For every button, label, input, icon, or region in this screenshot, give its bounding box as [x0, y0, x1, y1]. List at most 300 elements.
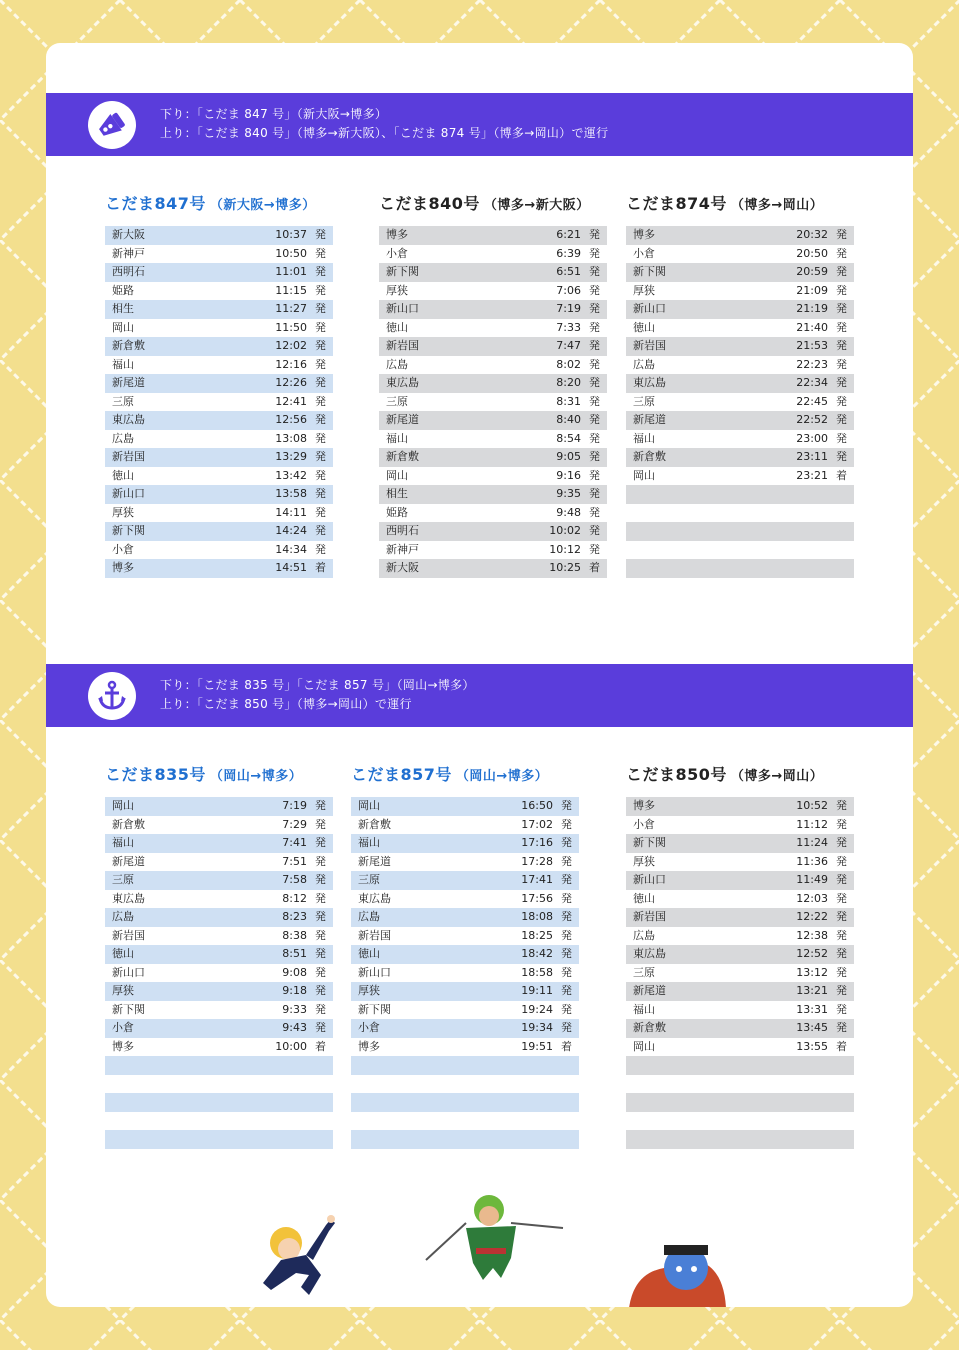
departure-arrival-mark: 発 [315, 891, 326, 905]
timetable-route: （新大阪→博多） [209, 198, 316, 213]
departure-arrival-mark: 発 [589, 265, 600, 278]
table-row [351, 797, 579, 816]
departure-arrival-mark: 発 [561, 910, 572, 923]
departure-arrival-mark [307, 1056, 326, 1075]
station-name [112, 1056, 247, 1075]
station-name: 広島 [386, 357, 408, 371]
timetable-title: こだま847号 [105, 194, 206, 213]
station-name: 博多 [112, 561, 134, 574]
station-name: 新大阪 [386, 561, 419, 574]
station-name [633, 1130, 768, 1149]
station-name: 福山 [633, 1002, 655, 1016]
table-row [105, 504, 333, 523]
station-name: 東広島 [386, 376, 419, 389]
time-value: 12:52 [796, 947, 828, 960]
time-value: 21:40 [796, 320, 828, 334]
time-value: 13:08 [275, 431, 307, 445]
time-value: 13:31 [796, 1002, 828, 1016]
station-name: 西明石 [112, 265, 145, 278]
station-name: 博多 [358, 1039, 380, 1053]
time-value: 10:25 [549, 561, 581, 574]
table-row [626, 522, 854, 541]
departure-arrival-mark: 発 [836, 1021, 847, 1034]
station-name: 徳山 [386, 320, 408, 334]
megaphone-icon [88, 101, 136, 149]
table-row [105, 1130, 333, 1149]
departure-arrival-mark: 着 [315, 561, 326, 574]
time-value: 12:41 [275, 394, 307, 408]
table-row [379, 300, 607, 319]
departure-arrival-mark: 発 [561, 873, 572, 886]
table-row [105, 1112, 333, 1131]
time-value: 11:12 [796, 817, 828, 831]
table-row [351, 1019, 579, 1038]
station-name: 岡山 [633, 468, 655, 482]
time-value: 7:19 [556, 302, 581, 315]
departure-arrival-mark: 発 [561, 799, 572, 812]
table-row [379, 374, 607, 393]
table-row [105, 834, 333, 853]
station-name: 厚狭 [112, 984, 134, 997]
time-value: 9:18 [282, 984, 307, 997]
table-row [351, 816, 579, 835]
station-name: 三原 [633, 965, 655, 979]
departure-arrival-mark: 発 [589, 320, 600, 334]
departure-arrival-mark: 発 [315, 394, 326, 408]
time-value: 21:19 [796, 302, 828, 315]
time-value [493, 1112, 553, 1131]
time-value: 10:12 [549, 542, 581, 556]
time-value: 14:34 [275, 542, 307, 556]
table-row [626, 559, 854, 578]
time-value: 14:51 [275, 561, 307, 574]
table-row [105, 908, 333, 927]
table-row [379, 319, 607, 338]
sanji-illustration [251, 1205, 361, 1305]
time-value: 11:24 [796, 836, 828, 849]
table-row [105, 964, 333, 983]
table-row [626, 485, 854, 504]
station-name: 広島 [633, 357, 655, 371]
time-value [247, 1056, 307, 1075]
table-row [626, 816, 854, 835]
time-value: 12:02 [275, 339, 307, 352]
station-name [112, 1075, 247, 1094]
anchor-icon [88, 672, 136, 720]
time-value: 13:45 [796, 1021, 828, 1034]
station-name: 福山 [386, 431, 408, 445]
departure-arrival-mark: 発 [836, 302, 847, 315]
time-value: 12:56 [275, 413, 307, 426]
table-row [379, 245, 607, 264]
station-name: 新山口 [633, 302, 666, 315]
station-name: 厚狭 [112, 505, 134, 519]
table-row [351, 982, 579, 1001]
departure-arrival-mark: 発 [836, 320, 847, 334]
time-value: 7:51 [282, 854, 307, 868]
departure-arrival-mark: 発 [315, 246, 326, 260]
table-row [105, 982, 333, 1001]
table-row [626, 245, 854, 264]
time-value: 12:38 [796, 928, 828, 942]
time-value: 14:24 [275, 524, 307, 537]
station-name: 厚狭 [386, 283, 408, 297]
station-name: 岡山 [386, 468, 408, 482]
table-row [105, 816, 333, 835]
departure-arrival-mark: 発 [315, 357, 326, 371]
station-name [112, 1112, 247, 1131]
time-value: 18:25 [521, 928, 553, 942]
table-row [105, 1056, 333, 1075]
station-name: 東広島 [633, 947, 666, 960]
departure-arrival-mark: 発 [589, 357, 600, 371]
station-name: 三原 [358, 873, 380, 886]
timetable-kodama-850 [626, 764, 854, 1149]
timetable-route: （岡山→博多） [209, 769, 303, 784]
time-value: 13:21 [796, 984, 828, 997]
departure-arrival-mark: 発 [315, 947, 326, 960]
station-name: 岡山 [633, 1039, 655, 1053]
table-row [626, 1075, 854, 1094]
timetable-title: こだま835号 [105, 765, 206, 784]
time-value: 19:11 [521, 984, 553, 997]
table-row [379, 430, 607, 449]
station-name: 厚狭 [358, 984, 380, 997]
departure-arrival-mark: 発 [315, 505, 326, 519]
time-value: 13:12 [796, 965, 828, 979]
departure-arrival-mark: 発 [561, 891, 572, 905]
station-name: 新神戸 [112, 246, 145, 260]
table-row [626, 541, 854, 560]
station-name: 小倉 [633, 246, 655, 260]
station-name: 新下関 [112, 524, 145, 537]
station-name [358, 1112, 493, 1131]
departure-arrival-mark: 発 [836, 339, 847, 352]
time-value: 13:55 [796, 1039, 828, 1053]
station-name [633, 1075, 768, 1094]
station-name: 三原 [112, 873, 134, 886]
table-row [626, 1093, 854, 1112]
time-value: 8:31 [556, 394, 581, 408]
time-value: 13:42 [275, 468, 307, 482]
station-name [358, 1093, 493, 1112]
time-value: 23:00 [796, 431, 828, 445]
table-row [626, 927, 854, 946]
station-name: 新山口 [386, 302, 419, 315]
departure-arrival-mark: 発 [836, 431, 847, 445]
departure-arrival-mark: 発 [315, 320, 326, 334]
station-name: 小倉 [358, 1021, 380, 1034]
time-value: 8:38 [282, 928, 307, 942]
station-name: 新下関 [633, 836, 666, 849]
time-value: 20:50 [796, 246, 828, 260]
departure-arrival-mark: 発 [315, 283, 326, 297]
section-2-line-1: 下り：「こだま 835 号」「こだま 857 号」（岡山→博多） [160, 678, 475, 692]
departure-arrival-mark [828, 1130, 847, 1149]
time-value: 7:58 [282, 873, 307, 886]
table-row [351, 1038, 579, 1057]
table-row [351, 1001, 579, 1020]
departure-arrival-mark [828, 485, 847, 504]
table-row [626, 504, 854, 523]
station-name: 広島 [112, 910, 134, 923]
table-row [626, 356, 854, 375]
time-value: 8:02 [556, 357, 581, 371]
table-row [351, 1130, 579, 1149]
departure-arrival-mark: 発 [315, 1021, 326, 1034]
time-value [493, 1093, 553, 1112]
timetable-kodama-857 [351, 764, 579, 1149]
departure-arrival-mark: 着 [589, 561, 600, 574]
table-row [105, 927, 333, 946]
time-value: 9:16 [556, 468, 581, 482]
table-row [351, 945, 579, 964]
station-name [358, 1130, 493, 1149]
station-name [633, 504, 768, 523]
departure-arrival-mark: 発 [315, 817, 326, 831]
time-value: 11:49 [796, 873, 828, 886]
departure-arrival-mark: 着 [315, 1039, 326, 1053]
table-row [351, 890, 579, 909]
departure-arrival-mark: 発 [315, 873, 326, 886]
table-row [105, 448, 333, 467]
departure-arrival-mark: 発 [589, 505, 600, 519]
section-1-banner [46, 93, 913, 156]
station-name [358, 1075, 493, 1094]
station-name: 相生 [386, 487, 408, 500]
departure-arrival-mark [553, 1130, 572, 1149]
section-1-line-1: 下り：「こだま 847 号」（新大阪→博多） [160, 107, 388, 121]
station-name: 新尾道 [633, 984, 666, 997]
table-row [105, 871, 333, 890]
table-row [379, 356, 607, 375]
time-value: 9:43 [282, 1021, 307, 1034]
time-value [493, 1056, 553, 1075]
table-row [626, 300, 854, 319]
departure-arrival-mark [828, 1075, 847, 1094]
table-row [351, 964, 579, 983]
table-row [105, 1075, 333, 1094]
departure-arrival-mark: 発 [836, 1002, 847, 1016]
station-name [633, 541, 768, 560]
departure-arrival-mark: 発 [315, 431, 326, 445]
table-row [626, 1056, 854, 1075]
time-value: 7:06 [556, 283, 581, 297]
departure-arrival-mark: 発 [836, 394, 847, 408]
time-value [247, 1130, 307, 1149]
departure-arrival-mark [307, 1093, 326, 1112]
time-value: 8:51 [282, 947, 307, 960]
station-name: 新下関 [112, 1002, 145, 1016]
station-name: 小倉 [633, 817, 655, 831]
time-value [768, 1112, 828, 1131]
time-value: 17:16 [521, 836, 553, 849]
table-row [105, 374, 333, 393]
section-1-line-2: 上り：「こだま 840 号」（博多→新大阪）、「こだま 874 号」（博多→岡山）で運行 [160, 126, 609, 140]
table-row [379, 411, 607, 430]
station-name: 新山口 [633, 873, 666, 886]
departure-arrival-mark: 発 [836, 413, 847, 426]
departure-arrival-mark: 発 [315, 450, 326, 463]
station-name: 姫路 [112, 283, 134, 297]
timetable-kodama-847 [105, 193, 333, 578]
station-name: 三原 [112, 394, 134, 408]
table-row [351, 1112, 579, 1131]
station-name: 新倉敷 [633, 1021, 666, 1034]
time-value: 7:29 [282, 817, 307, 831]
table-row [105, 467, 333, 486]
time-value [768, 485, 828, 504]
departure-arrival-mark: 発 [589, 228, 600, 241]
station-name: 徳山 [358, 947, 380, 960]
departure-arrival-mark: 発 [836, 357, 847, 371]
time-value: 8:12 [282, 891, 307, 905]
station-name [633, 559, 768, 578]
station-name [633, 522, 768, 541]
station-name: 新倉敷 [112, 817, 145, 831]
station-name: 徳山 [112, 468, 134, 482]
station-name: 相生 [112, 302, 134, 315]
table-row [626, 1112, 854, 1131]
table-row [105, 263, 333, 282]
section-2-line-2: 上り：「こだま 850 号」（博多→岡山）で運行 [160, 697, 412, 711]
station-name: 福山 [112, 357, 134, 371]
table-row [105, 522, 333, 541]
time-value: 19:34 [521, 1021, 553, 1034]
departure-arrival-mark [828, 1093, 847, 1112]
departure-arrival-mark [307, 1112, 326, 1131]
station-name: 新山口 [112, 965, 145, 979]
time-value: 22:34 [796, 376, 828, 389]
station-name: 新岩国 [358, 928, 391, 942]
timetable-title: こだま874号 [626, 194, 727, 213]
station-name: 新岩国 [633, 339, 666, 352]
time-value: 11:27 [275, 302, 307, 315]
station-name: 新神戸 [386, 542, 419, 556]
time-value: 11:36 [796, 854, 828, 868]
station-name: 岡山 [112, 799, 134, 812]
table-row [379, 559, 607, 578]
time-value: 7:33 [556, 320, 581, 334]
departure-arrival-mark [553, 1075, 572, 1094]
departure-arrival-mark: 発 [836, 265, 847, 278]
station-name: 博多 [386, 228, 408, 241]
departure-arrival-mark [307, 1075, 326, 1094]
departure-arrival-mark: 発 [836, 228, 847, 241]
station-name: 西明石 [386, 524, 419, 537]
time-value: 16:50 [521, 799, 553, 812]
departure-arrival-mark: 発 [561, 984, 572, 997]
timetable-title: こだま840号 [379, 194, 480, 213]
departure-arrival-mark: 発 [315, 1002, 326, 1016]
table-row [626, 834, 854, 853]
table-row [379, 467, 607, 486]
station-name: 姫路 [386, 505, 408, 519]
time-value: 13:29 [275, 450, 307, 463]
table-row [105, 300, 333, 319]
time-value: 22:23 [796, 357, 828, 371]
table-row [626, 467, 854, 486]
time-value: 20:59 [796, 265, 828, 278]
time-value: 18:08 [521, 910, 553, 923]
station-name: 徳山 [633, 891, 655, 905]
departure-arrival-mark [553, 1056, 572, 1075]
table-row [626, 890, 854, 909]
departure-arrival-mark: 着 [561, 1039, 572, 1053]
station-name: 東広島 [112, 413, 145, 426]
station-name: 福山 [112, 836, 134, 849]
departure-arrival-mark: 発 [315, 413, 326, 426]
time-value: 18:58 [521, 965, 553, 979]
time-value [493, 1130, 553, 1149]
timetable-route: （岡山→博多） [455, 769, 549, 784]
station-name: 新下関 [358, 1002, 391, 1016]
table-row [351, 853, 579, 872]
departure-arrival-mark: 発 [589, 524, 600, 537]
table-row [105, 430, 333, 449]
departure-arrival-mark: 発 [561, 965, 572, 979]
time-value: 21:53 [796, 339, 828, 352]
station-name: 新岩国 [386, 339, 419, 352]
departure-arrival-mark: 発 [315, 910, 326, 923]
table-row [626, 1130, 854, 1149]
station-name [633, 1093, 768, 1112]
station-name: 広島 [112, 431, 134, 445]
time-value: 11:50 [275, 320, 307, 334]
table-row [626, 945, 854, 964]
departure-arrival-mark: 発 [589, 394, 600, 408]
table-row [379, 448, 607, 467]
departure-arrival-mark: 発 [836, 450, 847, 463]
time-value: 13:58 [275, 487, 307, 500]
time-value [493, 1075, 553, 1094]
departure-arrival-mark: 発 [589, 376, 600, 389]
departure-arrival-mark [828, 541, 847, 560]
table-row [379, 282, 607, 301]
table-row [105, 1093, 333, 1112]
station-name: 新山口 [112, 487, 145, 500]
time-value: 8:23 [282, 910, 307, 923]
departure-arrival-mark: 発 [315, 984, 326, 997]
table-row [105, 890, 333, 909]
time-value: 9:33 [282, 1002, 307, 1016]
departure-arrival-mark [828, 1112, 847, 1131]
timetable-title: こだま850号 [626, 765, 727, 784]
departure-arrival-mark: 着 [836, 468, 847, 482]
table-row [626, 1001, 854, 1020]
time-value: 8:54 [556, 431, 581, 445]
table-row [379, 485, 607, 504]
time-value [768, 522, 828, 541]
time-value: 9:35 [556, 487, 581, 500]
table-row [105, 559, 333, 578]
time-value: 6:21 [556, 228, 581, 241]
station-name: 新尾道 [633, 413, 666, 426]
time-value: 8:20 [556, 376, 581, 389]
table-row [626, 448, 854, 467]
station-name: 岡山 [112, 320, 134, 334]
time-value: 6:51 [556, 265, 581, 278]
departure-arrival-mark: 発 [315, 376, 326, 389]
station-name: 新山口 [358, 965, 391, 979]
departure-arrival-mark [828, 504, 847, 523]
table-row [351, 1093, 579, 1112]
table-row [626, 374, 854, 393]
table-row [105, 245, 333, 264]
time-value: 10:02 [549, 524, 581, 537]
station-name [112, 1093, 247, 1112]
station-name: 東広島 [112, 891, 145, 905]
